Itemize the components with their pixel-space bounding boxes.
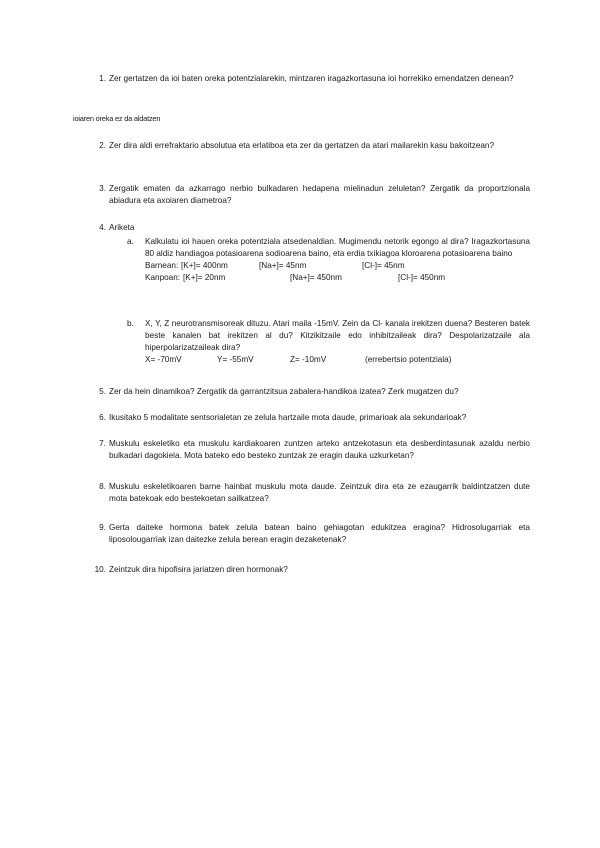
barnean-na: [Na+]= 45nm: [259, 261, 307, 270]
question-text: Zer dira aldi errefraktario absolutua eta erlatiboa eta zer da gertatzen da atari mailarekin kasu bakoitzean?: [109, 141, 495, 150]
x-value: X= -70mV: [145, 355, 182, 364]
neurotransmitter-values-row: [145, 354, 530, 366]
question-8: [90, 481, 530, 505]
exercise-part-a: [127, 236, 530, 284]
question-number: 8.: [99, 482, 106, 491]
barnean-label: Barnean:: [145, 261, 179, 270]
question-number: 1.: [99, 74, 106, 83]
kanpoan-label: Kanpoan:: [145, 273, 181, 282]
part-letter: a.: [127, 237, 134, 246]
kanpoan-na: [Na+]= 450nm: [290, 273, 342, 282]
question-text: Muskulu eskeletikoaren barne hainbat muskulu mota daude. Zeintzuk dira eta ze ezaugarrik baldintzatzen dute mota batekoak edo bestekoetan sailkatzea?: [109, 482, 530, 503]
question-text: Gerta daiteke hormona batek zelula batean baino gehiagotan edukitzea eragina? Hidrosolugarriak eta liposolougarriak izan daitezke zelula berean eragin dezaketenak?: [109, 523, 530, 544]
question-text: Zergatik ematen da azkarrago nerbio bulkadaren hedapena mielinadun zeluletan? Zergatik da proportzionala abiadura eta axoiaren diametroa?: [109, 184, 530, 205]
question-1: [90, 73, 530, 85]
kanpoan-cl: [Cl-]= 450nm: [398, 273, 446, 282]
question-9: [90, 522, 530, 546]
barnean-row: [145, 260, 530, 272]
question-text: Zeintzuk dira hipofisira jariatzen diren hormonak?: [109, 565, 288, 574]
part-text: X, Y, Z neurotransmisoreak dituzu. Atari maila -15mV. Zein da Cl- kanala irekitzen duena? Besteren batek beste kanalen bat irekitzen al du? Kitzikitzaile edo inhibitzaileak dira? Despolarizatzaile ala hiperpolarizatzaileak dira?: [145, 319, 530, 352]
question-7: [90, 438, 530, 462]
question-10: [90, 564, 530, 576]
question-text: Muskulu eskeletiko eta muskulu kardiakoaren zuntzen arteko antzekotasun eta desberdintasunak azaldu nerbio bulkadari dagokiela. Mota bateko edo besteko zuntzak ze eragin dauka uzkurketan?: [109, 439, 530, 460]
z-value: Z= -10mV: [290, 355, 327, 364]
question-number: 6.: [99, 413, 106, 422]
question-6: [90, 412, 530, 424]
part-letter: b.: [127, 319, 134, 328]
question-text: Ikusitako 5 modalitate sentsorialetan ze zelula hartzaile mota daude, primarioak ala sekundarioak?: [109, 413, 467, 422]
question-number: 3.: [99, 184, 106, 193]
question-text: Zer da hein dinamikoa? Zergatik da garrantzitsua zabalera-handikoa izatea? Zerk mugatzen du?: [109, 387, 459, 396]
question-number: 5.: [99, 387, 106, 396]
y-value: Y= -55mV: [217, 355, 254, 364]
part-text: Kalkulatu ioi hauen oreka potentziala atsedenaldian. Mugimendu netorik egongo al dira? Iragazkortasuna 80 aldiz handiagoa potasioarena sodioarena baino, eta erdia txikiagoa kloroarena potasioarena baino: [145, 237, 530, 258]
barnean-cl: [Cl-]= 45nm: [362, 261, 405, 270]
question-3: [90, 183, 530, 207]
question-text: Ariketa: [109, 223, 135, 232]
question-4: [90, 222, 530, 234]
exercise-part-b: [127, 318, 530, 366]
kanpoan-row: [145, 272, 530, 284]
question-text: Zer gertatzen da ioi baten oreka potentzialarekin, mintzaren iragazkortasuna ioi horrekiko emendatzen denean?: [109, 74, 514, 83]
question-number: 4.: [99, 223, 106, 232]
kanpoan-k: [K+]= 20nm: [183, 273, 226, 282]
handwritten-note: ioiaren oreka ez da aldatzen: [73, 114, 161, 123]
question-number: 9.: [99, 523, 106, 532]
reversal-potential-note: (errebertsio potentziala): [365, 355, 452, 364]
barnean-k: [K+]= 400nm: [181, 261, 228, 270]
question-number: 7.: [99, 439, 106, 448]
question-number: 10.: [94, 565, 106, 574]
question-5: [90, 386, 530, 398]
question-2: [90, 140, 530, 152]
question-number: 2.: [99, 141, 106, 150]
